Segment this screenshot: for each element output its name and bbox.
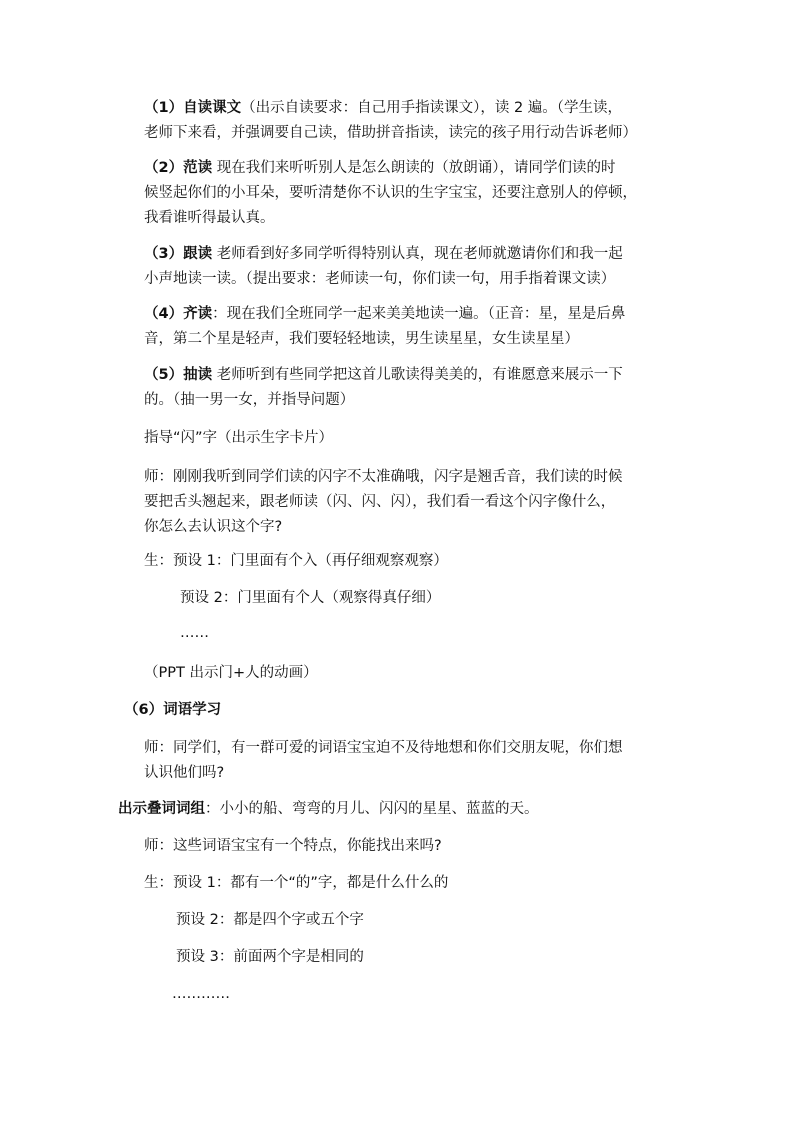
line: 老师下来看，并强调要自己读，借助拼音指读，读完的孩子用行动告诉老师） xyxy=(144,125,637,141)
line: 小声地读一读。（提出要求：老师读一句，你们读一句，用手指着课文读） xyxy=(144,271,616,287)
ellipsis: …… xyxy=(180,625,209,641)
step-number: （2） xyxy=(144,160,184,176)
step-heading: 跟读 xyxy=(183,246,213,262)
line: 音，第二个星是轻声，我们要轻轻地读，男生读星星，女生读星星） xyxy=(144,331,579,347)
student-preset-1: 生：预设 1：门里面有个入（再仔细观察观察） xyxy=(144,553,448,569)
reduplicated-words-line xyxy=(118,797,698,822)
words-heading: 出示叠词词组 xyxy=(118,801,205,817)
line: 的。（抽一男一女，并指导问题） xyxy=(144,392,355,408)
step-heading: 齐读 xyxy=(183,306,213,322)
paragraph-model-reading xyxy=(144,156,684,231)
step-number: （5） xyxy=(144,367,184,383)
guide-character-line: 指导“闪”字（出示生字卡片） xyxy=(144,430,334,446)
line xyxy=(144,96,684,121)
teacher-question: 师：这些词语宝宝有一个特点，你能找出来吗? xyxy=(144,838,442,854)
line xyxy=(144,363,684,388)
line xyxy=(144,156,684,181)
student-preset-words-2: 预设 2：都是四个字或五个字 xyxy=(176,912,364,928)
teacher-remark-2 xyxy=(144,736,684,786)
words-text: ：小小的船、弯弯的月儿、闪闪的星星、蓝蓝的天。 xyxy=(205,801,539,817)
paragraph-spot-reading xyxy=(144,363,684,413)
step-heading: 抽读 xyxy=(183,367,213,383)
section-heading-vocabulary: （6）词语学习 xyxy=(124,702,222,718)
student-preset-2: 预设 2：门里面有个人（观察得真仔细） xyxy=(180,590,441,606)
step-number: （4） xyxy=(144,306,184,322)
paragraph-group-reading xyxy=(144,302,684,352)
paragraph-follow-reading xyxy=(144,242,684,292)
line: 我看谁听得最认真。 xyxy=(144,210,275,226)
line xyxy=(144,302,684,327)
line: 你怎么去认识这个字? xyxy=(144,519,283,535)
line: 认识他们吗? xyxy=(144,765,225,781)
step-text: 老师看到好多同学听得特别认真，现在老师就邀请你们和我一起 xyxy=(212,246,623,262)
line: 要把舌头翘起来，跟老师读（闪、闪、闪），我们看一看这个闪字像什么， xyxy=(144,494,616,510)
step-heading: 范读 xyxy=(183,160,213,176)
step-text: ：现在我们全班同学一起来美美地读一遍。（正音：星，星是后鼻 xyxy=(212,306,626,322)
step-text: 老师听到有些同学把这首儿歌读得美美的，有谁愿意来展示一下 xyxy=(212,367,623,383)
line xyxy=(144,242,684,267)
step-text: 现在我们来听听别人是怎么朗读的（放朗诵），请同学们读的时 xyxy=(212,160,616,176)
step-text: （出示自读要求：自己用手指读课文），读 2 遍。（学生读， xyxy=(241,100,623,116)
line: 师：同学们，有一群可爱的词语宝宝迫不及待地想和你们交朋友呢，你们想 xyxy=(144,740,623,756)
ppt-note: （PPT 出示门+人的动画） xyxy=(144,665,318,681)
line: 候竖起你们的小耳朵，要听清楚你不认识的生字宝宝，还要注意别人的停顿， xyxy=(144,185,637,201)
step-heading: 自读课文 xyxy=(183,100,242,116)
student-preset-words-1: 生：预设 1：都有一个“的”字，都是什么什么的 xyxy=(144,875,449,891)
line: 师：刚刚我听到同学们读的闪字不太准确哦，闪字是翘舌音，我们读的时候 xyxy=(144,469,623,485)
teacher-remark-1 xyxy=(144,465,684,540)
step-number: （3） xyxy=(144,246,184,262)
ellipsis-long: ………… xyxy=(172,986,230,1002)
step-number: （1） xyxy=(144,100,184,116)
paragraph-self-reading xyxy=(144,96,684,146)
student-preset-words-3: 预设 3：前面两个字是相同的 xyxy=(176,949,364,965)
